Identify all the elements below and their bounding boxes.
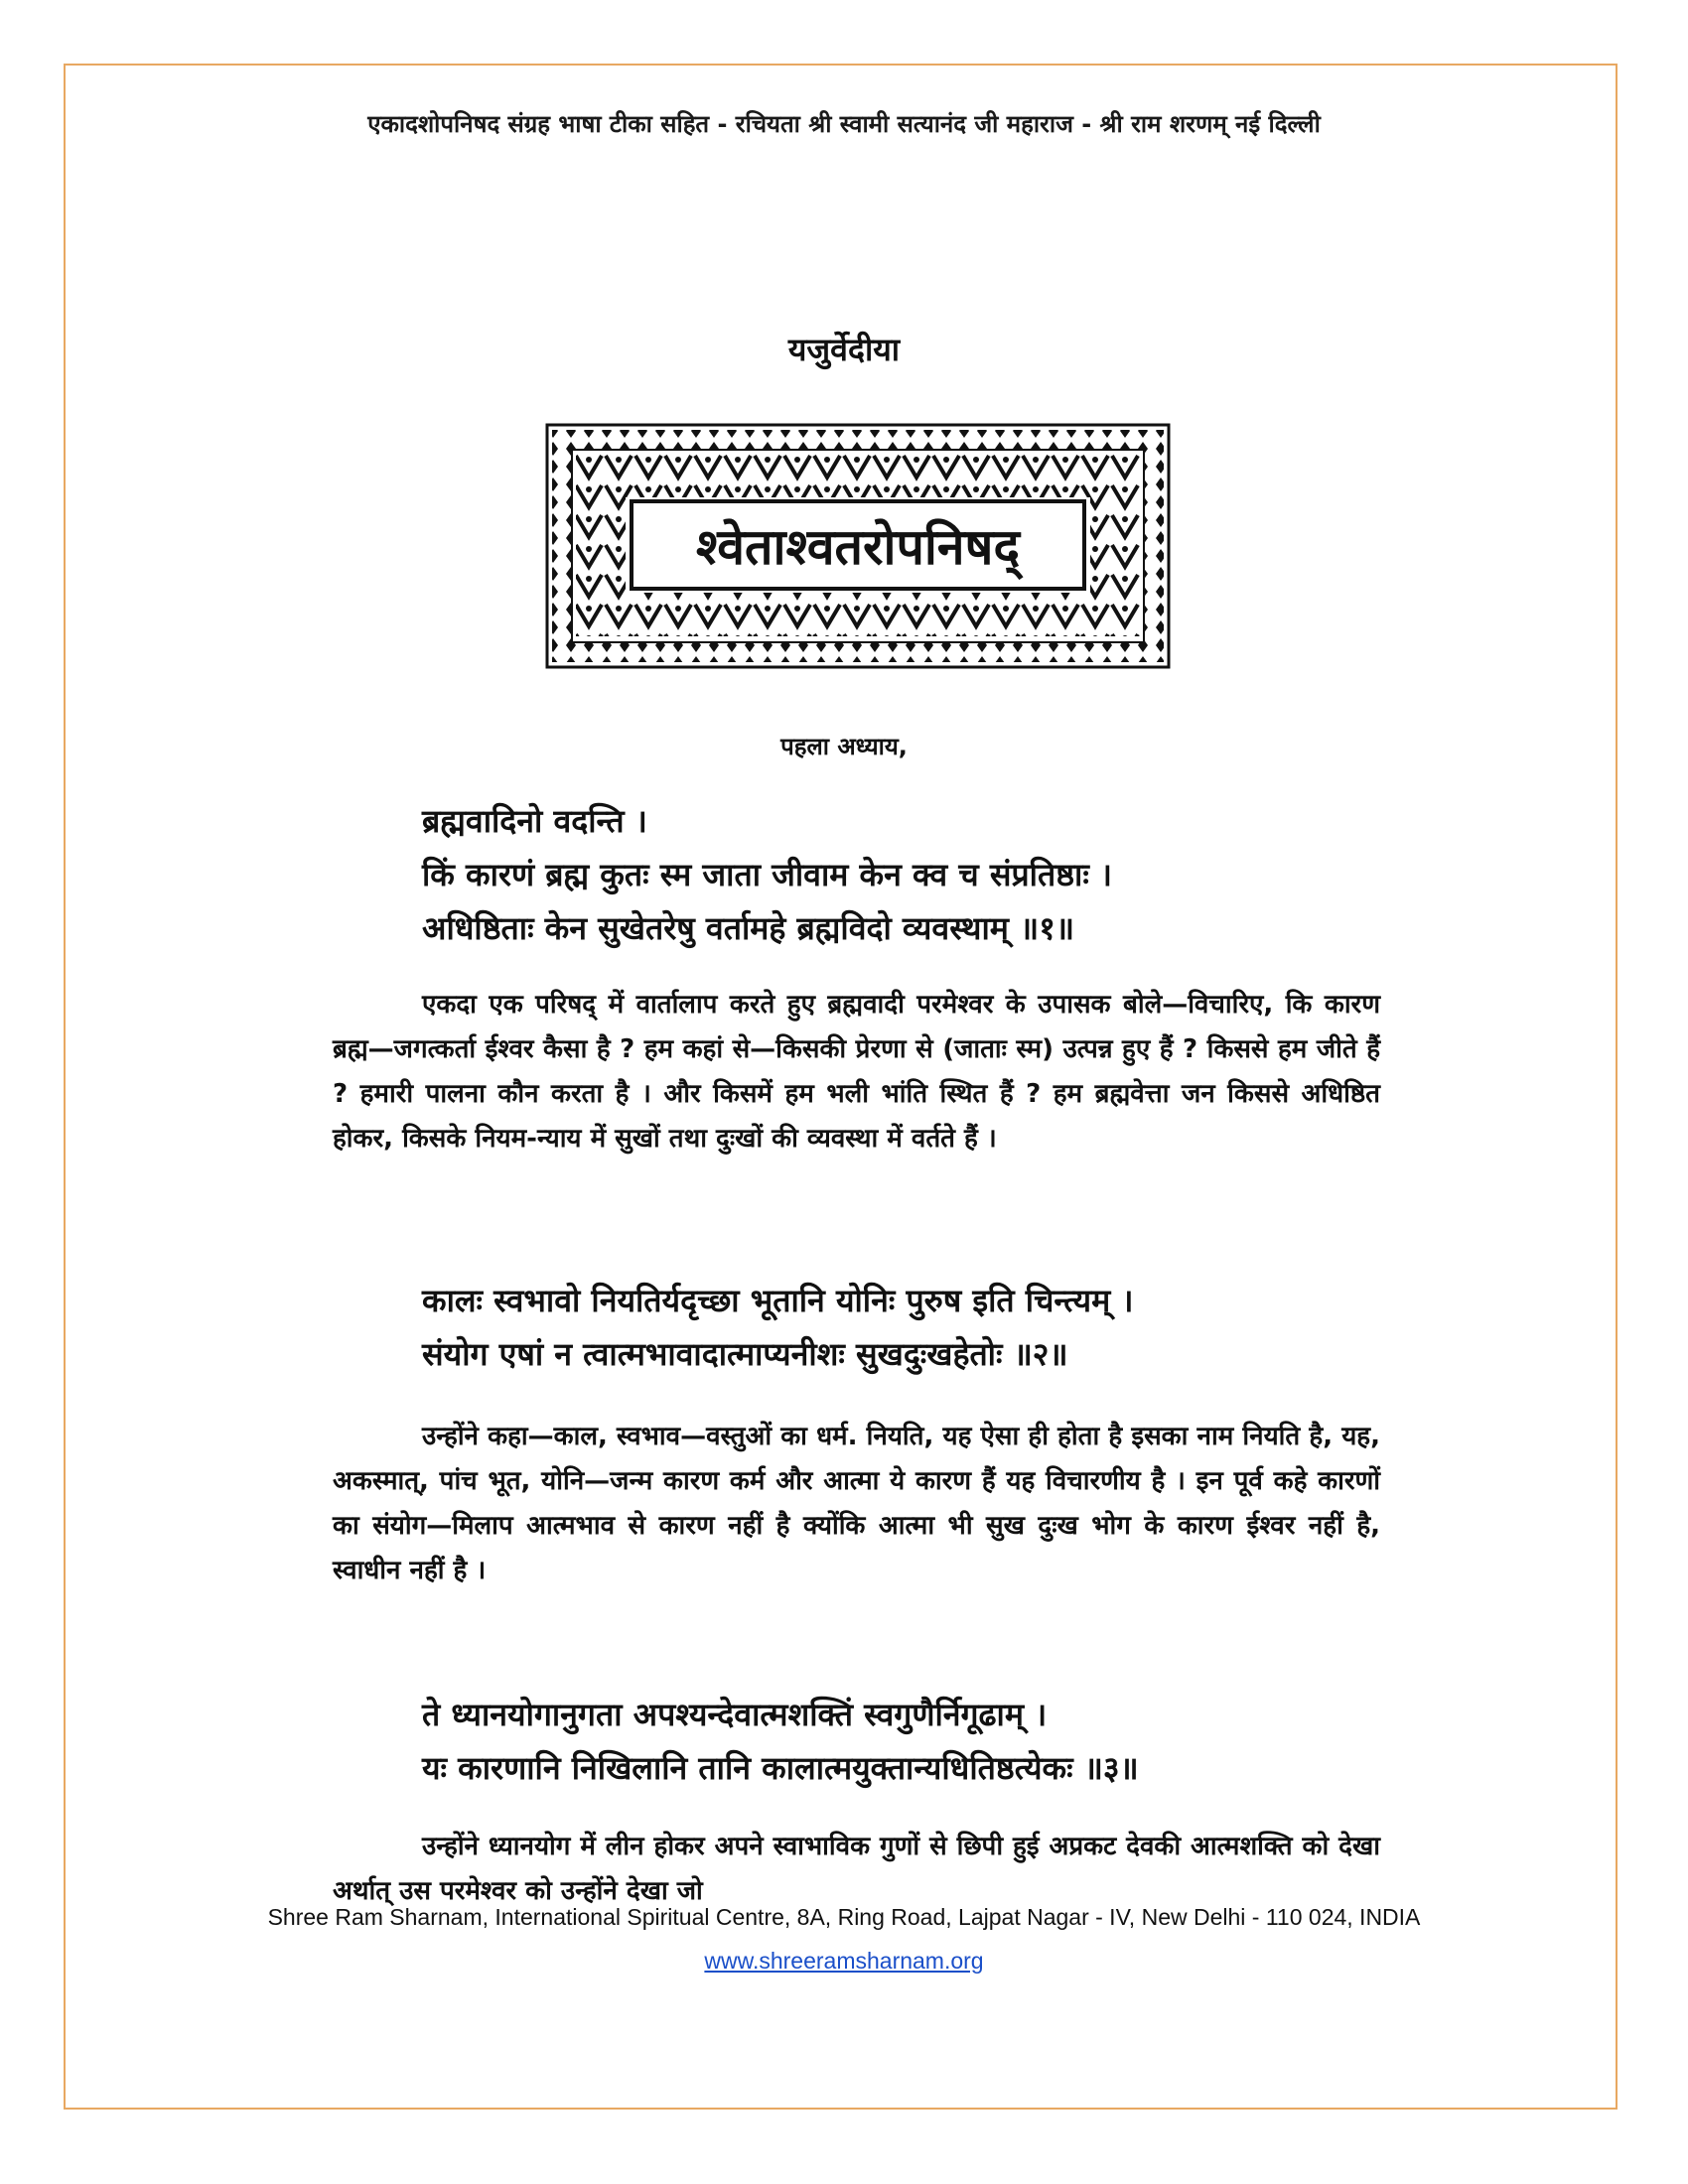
verse-line: कालः स्वभावो नियतिर्यदृच्छा भूतानि योनिः पुरुष इति चिन्त्यम् । (422, 1282, 1134, 1319)
chapter-heading: पहला अध्याय, (780, 733, 908, 760)
verse-line: अधिष्ठिताः केन सुखेतरेषु वर्तामहे ब्रह्मविदो व्यवस्थाम् ॥१॥ (422, 909, 1075, 947)
verse-line: ब्रह्मवादिनो वदन्ति । (422, 802, 647, 840)
commentary-3 (333, 1825, 1380, 1914)
footer-website (0, 1948, 1688, 1975)
verse-line: यः कारणानि निखिलानि तानि कालात्मयुक्तान्यधितिष्ठत्येकः ॥३॥ (422, 1749, 1139, 1787)
veda-label: यजुर्वेदीया (787, 331, 901, 368)
page-header: एकादशोपनिषद संग्रह भाषा टीका सहित - रचियता श्री स्वामी सत्यानंद जी महाराज - श्री राम शरणम् नई दिल्ली (367, 110, 1321, 138)
verse-line: ते ध्यानयोगानुगता अपश्यन्देवात्मशक्तिं स्वगुणैर्निगूढाम् । (422, 1696, 1048, 1733)
commentary-1 (333, 983, 1380, 1161)
verse-line: किं कारणं ब्रह्म कुतः स्म जाता जीवाम केन क्व च संप्रतिष्ठाः । (422, 856, 1113, 893)
commentary-2 (333, 1415, 1380, 1593)
commentary-paragraph: उन्होंने ध्यानयोग में लीन होकर अपने स्वाभाविक गुणों से छिपी हुई अप्रकट देवकी आत्मशक्ति को देखा अर्थात् उस परमेश्वर को उन्होंने देखा जो (333, 1832, 1380, 1906)
website-link[interactable]: www.shreeramsharnam.org (704, 1948, 984, 1974)
verse-line: संयोग एषां न त्वात्मभावादात्माप्यनीशः सुखदुःखहेतोः ॥२॥ (422, 1335, 1068, 1373)
title-ornament-frame (544, 422, 1172, 670)
verse-3 (422, 1688, 1139, 1795)
footer-address: Shree Ram Sharnam, International Spiritual Centre, 8A, Ring Road, Lajpat Nagar - IV, New Delhi - 110 024, INDIA (267, 1904, 1421, 1930)
upanishad-title: श्वेताश्वतरोपनिषद् (696, 518, 1020, 576)
verse-2 (422, 1274, 1134, 1381)
verse-1 (422, 794, 1112, 955)
commentary-paragraph: एकदा एक परिषद् में वार्तालाप करते हुए ब्रह्मवादी परमेश्वर के उपासक बोले—विचारिए, कि कारण ब्रह्म—जगत्कर्ता ईश्वर कैसा है ? हम कहां से—किसकी प्रेरणा से (जाताः स्म) उत्पन्न हुए हैं ? किससे हम जीते हैं ? हमारी पालना कौन करता है । और किसमें हम भली भांति स्थित हैं ? हम ब्रह्मवेत्ता जन किससे अधिष्ठित होकर, किसके नियम-न्याय में सुखों तथा दुःखों की व्यवस्था में वर्तते हैं । (333, 990, 1380, 1154)
commentary-paragraph: उन्होंने कहा—काल, स्वभाव—वस्तुओं का धर्म. नियति, यह ऐसा ही होता है इसका नाम नियति है, यह, अकस्मात्, पांच भूत, योनि—जन्म कारण कर्म और आत्मा ये कारण हैं यह विचारणीय है । इन पूर्व कहे कारणों का संयोग—मिलाप आत्मभाव से कारण नहीं है क्योंकि आत्मा भी सुख दुःख भोग के कारण ईश्वर नहीं है, स्वाधीन नहीं है । (333, 1422, 1380, 1585)
